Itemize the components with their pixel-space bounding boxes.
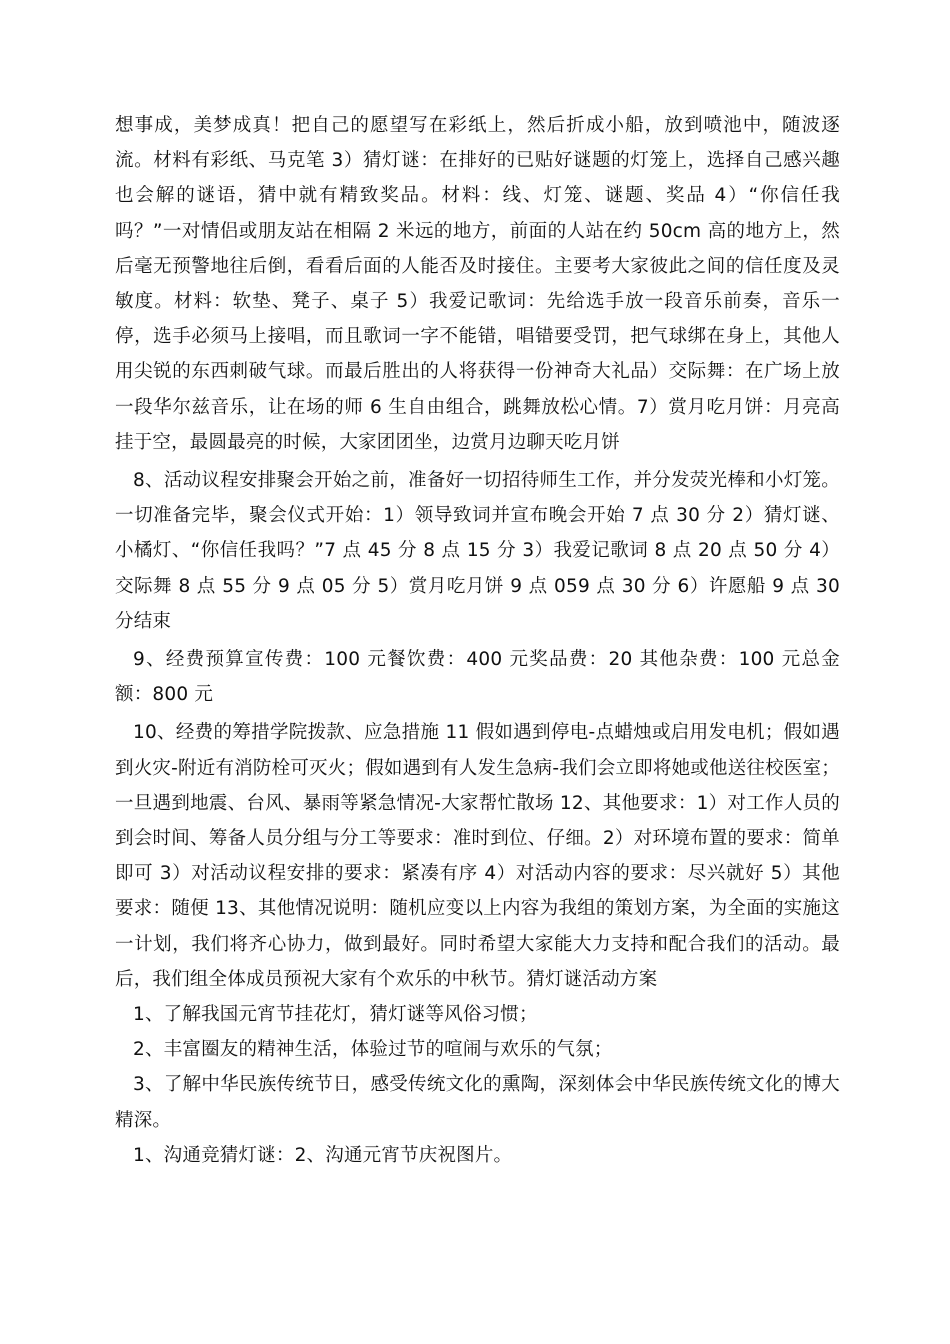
list-item-goal-3: 3、了解中华民族传统节日，感受传统文化的熏陶，深刻体会中华民族传统文化的博大精深。 [115,1074,840,1131]
list-item-goal-1: 1、了解我国元宵节挂花灯，猜灯谜等风俗习惯； [133,1004,538,1026]
list-item-prep: 1、沟通竞猜灯谜：2、沟通元宵节庆祝图片。 [133,1144,513,1166]
list-item-goal-2: 2、丰富圈友的精神生活，体验过节的喧闹与欢乐的气氛； [133,1039,613,1061]
paragraph-funding-emergency: 10、经费的筹措学院拨款、应急措施 11 假如遇到停电-点蜡烛或启用发电机；假如遇到火灾-附近有消防栓可灭火；假如遇到有人发生急病-我们会立即将她或他送往校医室；一旦遇到地震、台风、暴雨等紧急情况-大家帮忙散场 12、其他要求：1）对工作人员的到会时间、筹备人员分组与分工等要求：准时到位、仔细。2）对环境布置的要求：简单即可 3）对活动议程安排的要求：紧凑有序 4）对活动内容的要求：尽兴就好 5）其他要求：随便 13、其他情况说明：随机应变以上内容为我组的策划方案，为全面的实施这一计划，我们将齐心协力，做到最好。同时希望大家能大力支持和配合我们的活动。最后，我们组全体成员预祝大家有个欢乐的中秋节。猜灯谜活动方案 [115,722,840,990]
paragraph-activities: 想事成，美梦成真！把自己的愿望写在彩纸上，然后折成小船，放到喷池中，随波逐流。材料有彩纸、马克笔 3）猜灯谜：在排好的已贴好谜题的灯笼上，选择自己感兴趣也会解的谜语，猜中就有精致奖品。材料：线、灯笼、谜题、奖品 4）“你信任我吗？”一对情侣或朋友站在相隔 2 米远的地方，前面的人站在约 50cm 高的地方上，然后毫无预警地往后倒，看看后面的人能否及时接住。主要考大家彼此之间的信任度及灵敏度。材料：软垫、凳子、桌子 5）我爱记歌词：先给选手放一段音乐前奏，音乐一停，选手必须马上接唱，而且歌词一字不能错，唱错要受罚，把气球绑在身上，其他人用尖锐的东西刺破气球。而最后胜出的人将获得一份神奇大礼品）交际舞：在广场上放一段华尔兹音乐，让在场的师 6 生自由组合，跳舞放松心情。7）赏月吃月饼：月亮高挂于空，最圆最亮的时候，大家团团坐，边赏月边聊天吃月饼 [115,115,840,453]
paragraph-agenda: 8、活动议程安排聚会开始之前，准备好一切招待师生工作，并分发荧光棒和小灯笼。一切准备完毕，聚会仪式开始：1）领导致词并宣布晚会开始 7 点 30 分 2）猜灯谜、小橘灯、“你信任我吗？”7 点 45 分 8 点 15 分 3）我爱记歌词 8 点 20 点 50 分 4）交际舞 8 点 55 分 9 点 05 分 5）赏月吃月饼 9 点 059 点 30 分 6）许愿船 9 点 30 分结束 [115,470,840,632]
paragraph-budget: 9、经费预算宣传费：100 元餐饮费：400 元奖品费：20 其他杂费：100 元总金额：800 元 [115,649,840,706]
